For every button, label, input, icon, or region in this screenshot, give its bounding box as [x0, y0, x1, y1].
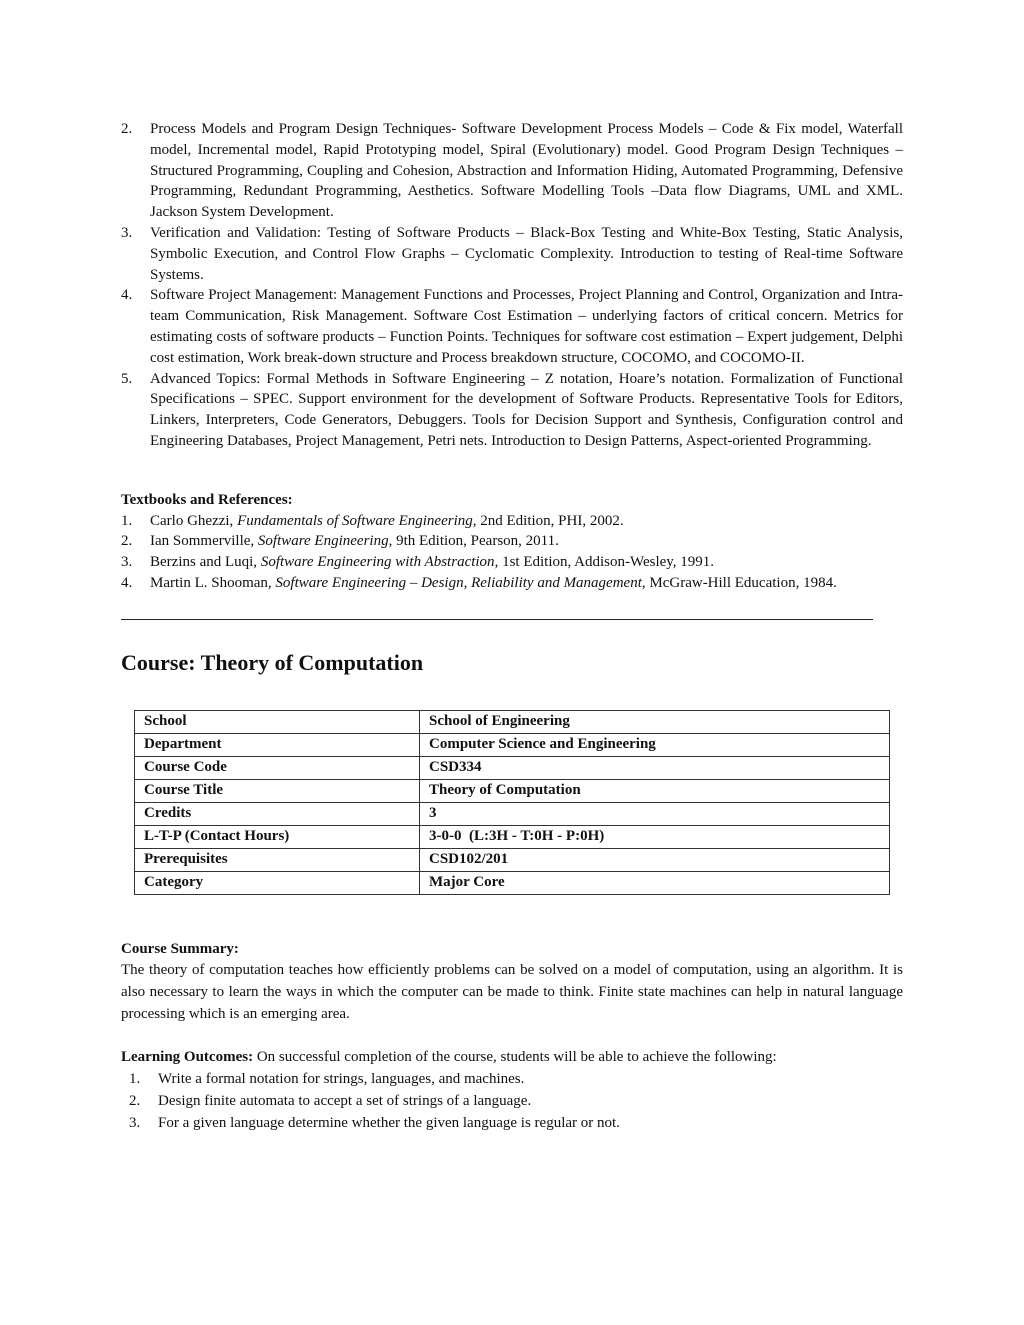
- book-title: Software Engineering – Design, Reliability and Management: [275, 574, 642, 591]
- field-value: Computer Science and Engineering: [420, 733, 890, 756]
- textbooks-heading: Textbooks and References:: [121, 491, 293, 508]
- learning-outcomes-list: [121, 1068, 903, 1134]
- learning-outcomes-label: Learning Outcomes:: [121, 1048, 254, 1065]
- table-row: [135, 733, 890, 756]
- learning-outcomes-intro: Learning Outcomes: On successful completion of the course, students will be able to achieve the following:: [121, 1048, 777, 1065]
- table-row: [135, 871, 890, 894]
- topic-item: 4. Software Project Management: Management Functions and Processes, Project Planning and Control, Organization and Intra-team Communication, Risk Management. Software Cost Estimation – underlying factors of critical concern. Metrics for estimating costs of software products – Function Points. Techniques for software cost estimation – Expert judgement, Delphi cost estimation, Work break-down structure and Process breakdown structure, COCOMO, and COCOMO-II.: [121, 287, 903, 366]
- field-label: Department: [135, 733, 420, 756]
- topic-item: 5. Advanced Topics: Formal Methods in Software Engineering – Z notation, Hoare’s notation. Formalization of Functional Specifications – SPEC. Support environment for the development of Software Products. Representative Tools for Editors, Linkers, Interpreters, Code Generators, Debuggers. Tools for Decision Support and Synthesis, Configuration control and Engineering Databases, Project Management, Petri nets. Introduction to Design Patterns, Aspect-oriented Programming.: [121, 370, 903, 449]
- reference-item: 1. Carlo Ghezzi, Fundamentals of Software Engineering, 2nd Edition, PHI, 2002.: [121, 512, 624, 529]
- field-value: CSD102/201: [420, 848, 890, 871]
- field-value: Theory of Computation: [420, 779, 890, 802]
- field-label: L-T-P (Contact Hours): [135, 825, 420, 848]
- field-value: 3-0-0 (L:3H - T:0H - P:0H): [420, 825, 890, 848]
- book-title: Fundamentals of Software Engineering: [237, 512, 473, 529]
- reference-item: 4. Martin L. Shooman, Software Engineering – Design, Reliability and Management, McGraw-Hill Education, 1984.: [121, 574, 837, 591]
- course-summary-heading: Course Summary:: [121, 940, 239, 957]
- reference-item: 3. Berzins and Luqi, Software Engineering with Abstraction, 1st Edition, Addison-Wesley, 1991.: [121, 554, 715, 571]
- topic-item: 2. Process Models and Program Design Techniques- Software Development Process Models – Code & Fix model, Waterfall model, Incremental model, Rapid Prototyping model, Spiral (Evolutionary) model. Good Program Design Techniques – Structured Programming, Coupling and Cohesion, Abstraction and Information Hiding, Automated Programming, Defensive Programming, Redundant Programming, Aesthetics. Software Modelling Tools –Data flow Diagrams, UML and XML. Jackson System Development.: [121, 121, 903, 221]
- table-row: [135, 756, 890, 779]
- field-value: Major Core: [420, 871, 890, 894]
- table-row: [135, 710, 890, 733]
- book-title: Software Engineering with Abstraction: [260, 554, 495, 571]
- table-row: [135, 825, 890, 848]
- field-label: Course Title: [135, 779, 420, 802]
- section-divider: [121, 619, 873, 620]
- syllabus-topics-list: [121, 119, 903, 452]
- field-value: 3: [420, 802, 890, 825]
- field-value: School of Engineering: [420, 710, 890, 733]
- table-row: [135, 802, 890, 825]
- course-summary-text: The theory of computation teaches how efficiently problems can be solved on a model of computation, using an algorithm. It is also necessary to learn the ways in which the computer can be made to think. Finite state machines can help in natural language processing which is an emerging area.: [121, 961, 903, 1022]
- course-info-table: [134, 710, 890, 895]
- reference-item: 2. Ian Sommerville, Software Engineering, 9th Edition, Pearson, 2011.: [121, 533, 559, 550]
- course-heading: Course: Theory of Computation: [121, 649, 424, 675]
- outcome-item: 3. For a given language determine whether the given language is regular or not.: [129, 1114, 620, 1131]
- document-page: [121, 119, 903, 1134]
- field-label: Credits: [135, 802, 420, 825]
- table-row: [135, 779, 890, 802]
- field-label: Course Code: [135, 756, 420, 779]
- field-value: CSD334: [420, 756, 890, 779]
- outcome-item: 2. Design finite automata to accept a set of strings of a language.: [129, 1092, 532, 1109]
- field-label: Category: [135, 871, 420, 894]
- outcome-item: 1. Write a formal notation for strings, languages, and machines.: [129, 1070, 525, 1087]
- field-label: Prerequisites: [135, 848, 420, 871]
- field-label: School: [135, 710, 420, 733]
- table-row: [135, 848, 890, 871]
- textbooks-list: [121, 511, 903, 594]
- topic-item: 3. Verification and Validation: Testing of Software Products – Black-Box Testing and White-Box Testing, Static Analysis, Symbolic Execution, and Control Flow Graphs – Cyclomatic Complexity. Introduction to testing of Real-time Software Systems.: [121, 224, 903, 283]
- book-title: Software Engineering: [257, 533, 389, 550]
